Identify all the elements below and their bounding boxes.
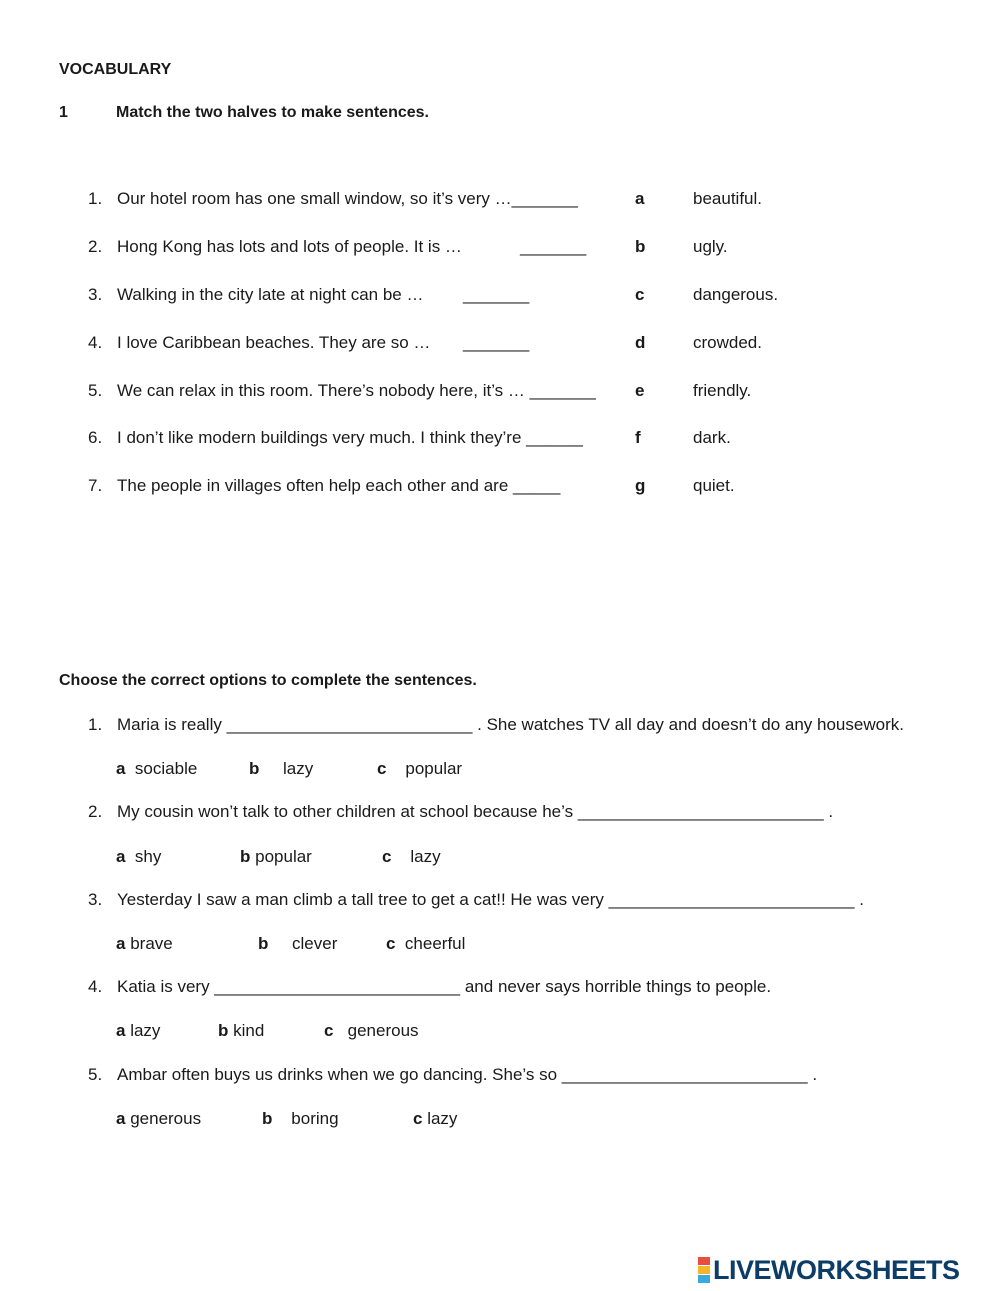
item-sentence: Walking in the city late at night can be … [117, 285, 424, 304]
question-number: 4. [88, 977, 103, 996]
option-letter: f [635, 428, 641, 447]
question-text: Yesterday I saw a man climb a tall tree to get a cat!! He was very __________________________ . [117, 890, 864, 909]
option-c[interactable]: c lazy [382, 847, 441, 866]
section-title: VOCABULARY [59, 61, 172, 78]
answer-blank[interactable]: _______ [463, 285, 530, 304]
options-5 [0, 1109, 1000, 1133]
option-a[interactable]: a shy [116, 847, 162, 866]
item-sentence: Our hotel room has one small window, so it’s very …_______ [117, 189, 578, 208]
item-number: 4. [88, 333, 103, 352]
question-number: 3. [88, 890, 103, 909]
question-text: My cousin won’t talk to other children at school because he’s __________________________ . [117, 802, 834, 821]
option-a[interactable]: a generous [116, 1109, 202, 1128]
options-4 [0, 1021, 1000, 1045]
option-letter: a [635, 189, 645, 208]
option-word: dark. [693, 428, 731, 447]
match-item-7 [0, 476, 1000, 500]
option-a[interactable]: a sociable [116, 759, 198, 778]
options-3 [0, 934, 1000, 958]
option-b[interactable]: b popular [240, 847, 312, 866]
item-sentence: I love Caribbean beaches. They are so … [117, 333, 431, 352]
item-sentence: I don’t like modern buildings very much. I think they’re ______ [117, 428, 583, 447]
option-letter: e [635, 381, 645, 400]
exercise1-instruction: Match the two halves to make sentences. [116, 104, 429, 121]
option-b[interactable]: b clever [258, 934, 338, 953]
option-b[interactable]: b boring [262, 1109, 339, 1128]
exercise2-instruction: Choose the correct options to complete the sentences. [59, 672, 477, 689]
logo-text: LIVEWORKSHEETS [713, 1254, 960, 1285]
item-sentence: Hong Kong has lots and lots of people. It is … [117, 237, 462, 256]
question-number: 1. [88, 715, 103, 734]
question-text: Ambar often buys us drinks when we go dancing. She’s so __________________________ . [117, 1065, 818, 1084]
option-word: friendly. [693, 381, 752, 400]
option-b[interactable]: b kind [218, 1021, 265, 1040]
match-item-2 [0, 237, 1000, 261]
question-text: Maria is really __________________________ . She watches TV all day and doesn’t do any housework. [117, 715, 904, 734]
question-4 [0, 977, 1000, 1001]
option-letter: g [635, 476, 646, 495]
logo-icon [698, 1257, 710, 1283]
question-5 [0, 1065, 1000, 1089]
option-word: crowded. [693, 333, 762, 352]
option-letter: d [635, 333, 646, 352]
item-number: 2. [88, 237, 103, 256]
option-word: dangerous. [693, 285, 779, 304]
option-c[interactable]: c lazy [413, 1109, 458, 1128]
question-number: 2. [88, 802, 103, 821]
item-number: 6. [88, 428, 103, 447]
option-word: ugly. [693, 237, 728, 256]
option-letter: b [635, 237, 646, 256]
match-item-5 [0, 381, 1000, 405]
item-sentence: We can relax in this room. There’s nobody here, it’s … _______ [117, 381, 596, 400]
answer-blank[interactable]: _______ [463, 333, 530, 352]
item-number: 5. [88, 381, 103, 400]
item-number: 1. [88, 189, 103, 208]
option-word: beautiful. [693, 189, 762, 208]
option-c[interactable]: c cheerful [386, 934, 466, 953]
question-3 [0, 890, 1000, 914]
options-2 [0, 847, 1000, 871]
question-number: 5. [88, 1065, 103, 1084]
option-b[interactable]: b lazy [249, 759, 314, 778]
match-item-3 [0, 285, 1000, 309]
item-number: 3. [88, 285, 103, 304]
option-word: quiet. [693, 476, 735, 495]
answer-blank[interactable]: _______ [520, 237, 587, 256]
match-item-1 [0, 189, 1000, 213]
item-number: 7. [88, 476, 103, 495]
item-sentence: The people in villages often help each other and are _____ [117, 476, 561, 495]
option-a[interactable]: a lazy [116, 1021, 161, 1040]
option-a[interactable]: a brave [116, 934, 173, 953]
liveworksheets-logo [698, 1255, 960, 1285]
option-c[interactable]: c popular [377, 759, 463, 778]
question-2 [0, 802, 1000, 826]
question-1 [0, 715, 1000, 739]
match-item-6 [0, 428, 1000, 452]
option-letter: c [635, 285, 645, 304]
options-1 [0, 759, 1000, 783]
option-c[interactable]: c generous [324, 1021, 419, 1040]
exercise1-number: 1 [59, 104, 68, 121]
match-item-4 [0, 333, 1000, 357]
question-text: Katia is very __________________________ and never says horrible things to people. [117, 977, 772, 996]
